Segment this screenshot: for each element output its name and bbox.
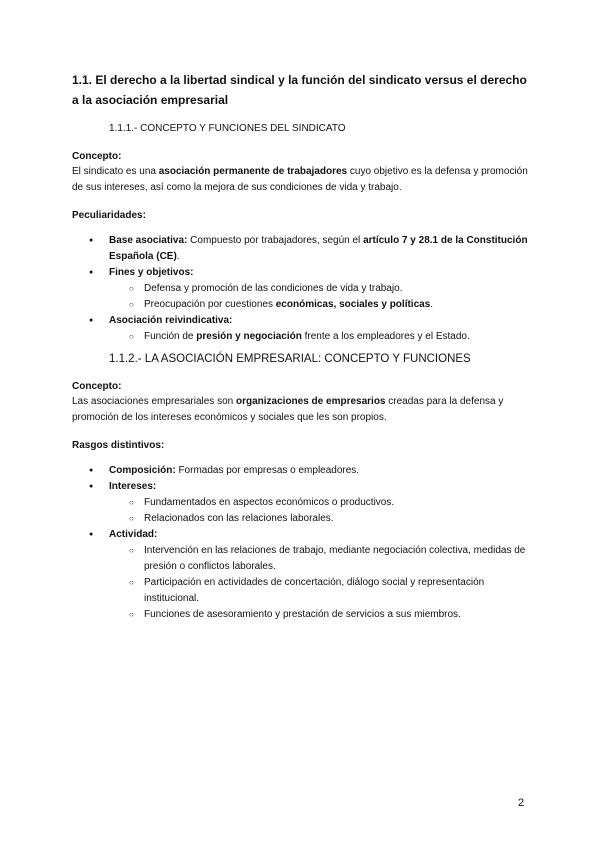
concept-label: Concepto: (72, 151, 122, 162)
subsection-title-sindicato: 1.1.1.- CONCEPTO Y FUNCIONES DEL SINDICATO (109, 123, 346, 134)
concept-paragraph: El sindicato es una asociación permanente de trabajadores cuyo objetivo es la defensa y promoción de sus intereses, así como la mejora de sus condiciones de vida y trabajo. (72, 166, 528, 193)
list-item: ○ Funciones de asesoramiento y prestación de servicios a sus miembros. (109, 607, 532, 623)
section-title: 1.1. El derecho a la libertad sindical y la función del sindicato versus el derecho a la asociación empresarial (72, 73, 527, 107)
sublist (109, 281, 532, 313)
list-item: ● Actividad: ○ Intervención en las relaciones de trabajo, mediante negociación colectiva, medidas de presión o conflictos laborales. ○ Participación en actividades de concertación, diálogo social y representación institucional. ○ Funciones de asesoramiento y prestación de servicios a sus miembros. (72, 527, 532, 623)
list-item: ● Intereses: ○ Fundamentados en aspectos económicos o productivos. ○ Relacionados con las relaciones laborales. (72, 479, 532, 527)
sublist (109, 495, 532, 527)
page-number: 2 (518, 797, 525, 809)
list-item: ○ Participación en actividades de concertación, diálogo social y representación institucional. (109, 575, 532, 607)
list-item: ○ Defensa y promoción de las condiciones de vida y trabajo. (109, 281, 532, 297)
concept-label: Concepto: (72, 381, 122, 392)
sublist (109, 329, 532, 345)
list-item: ● Base asociativa: Compuesto por trabajadores, según el artículo 7 y 28.1 de la Constitución Española (CE). (72, 233, 532, 265)
traits-label: Rasgos distintivos: (72, 440, 165, 451)
list-item: ● Asociación reivindicativa: ○ Función de presión y negociación frente a los empleadores y el Estado. (72, 313, 532, 345)
peculiarities-label: Peculiaridades: (72, 210, 146, 221)
document-page (72, 70, 532, 623)
list-item: ○ Función de presión y negociación frente a los empleadores y el Estado. (109, 329, 532, 345)
list-item: ○ Relacionados con las relaciones laborales. (109, 511, 532, 527)
subsection-title-asociacion: 1.1.2.- LA ASOCIACIÓN EMPRESARIAL: CONCEPTO Y FUNCIONES (109, 353, 471, 365)
concept-paragraph: Las asociaciones empresariales son organizaciones de empresarios creadas para la defensa y promoción de los intereses económicos y sociales que les son propios. (72, 396, 504, 423)
peculiarities-list (72, 233, 532, 345)
sublist (109, 543, 532, 623)
list-item: ● Fines y objetivos: ○ Defensa y promoción de las condiciones de vida y trabajo. ○ Preocupación por cuestiones económicas, sociales y políticas. (72, 265, 532, 313)
list-item: ● Composición: Formadas por empresas o empleadores. (72, 463, 532, 479)
traits-list (72, 463, 532, 623)
list-item: ○ Preocupación por cuestiones económicas, sociales y políticas. (109, 297, 532, 313)
list-item: ○ Intervención en las relaciones de trabajo, mediante negociación colectiva, medidas de presión o conflictos laborales. (109, 543, 532, 575)
list-item: ○ Fundamentados en aspectos económicos o productivos. (109, 495, 532, 511)
